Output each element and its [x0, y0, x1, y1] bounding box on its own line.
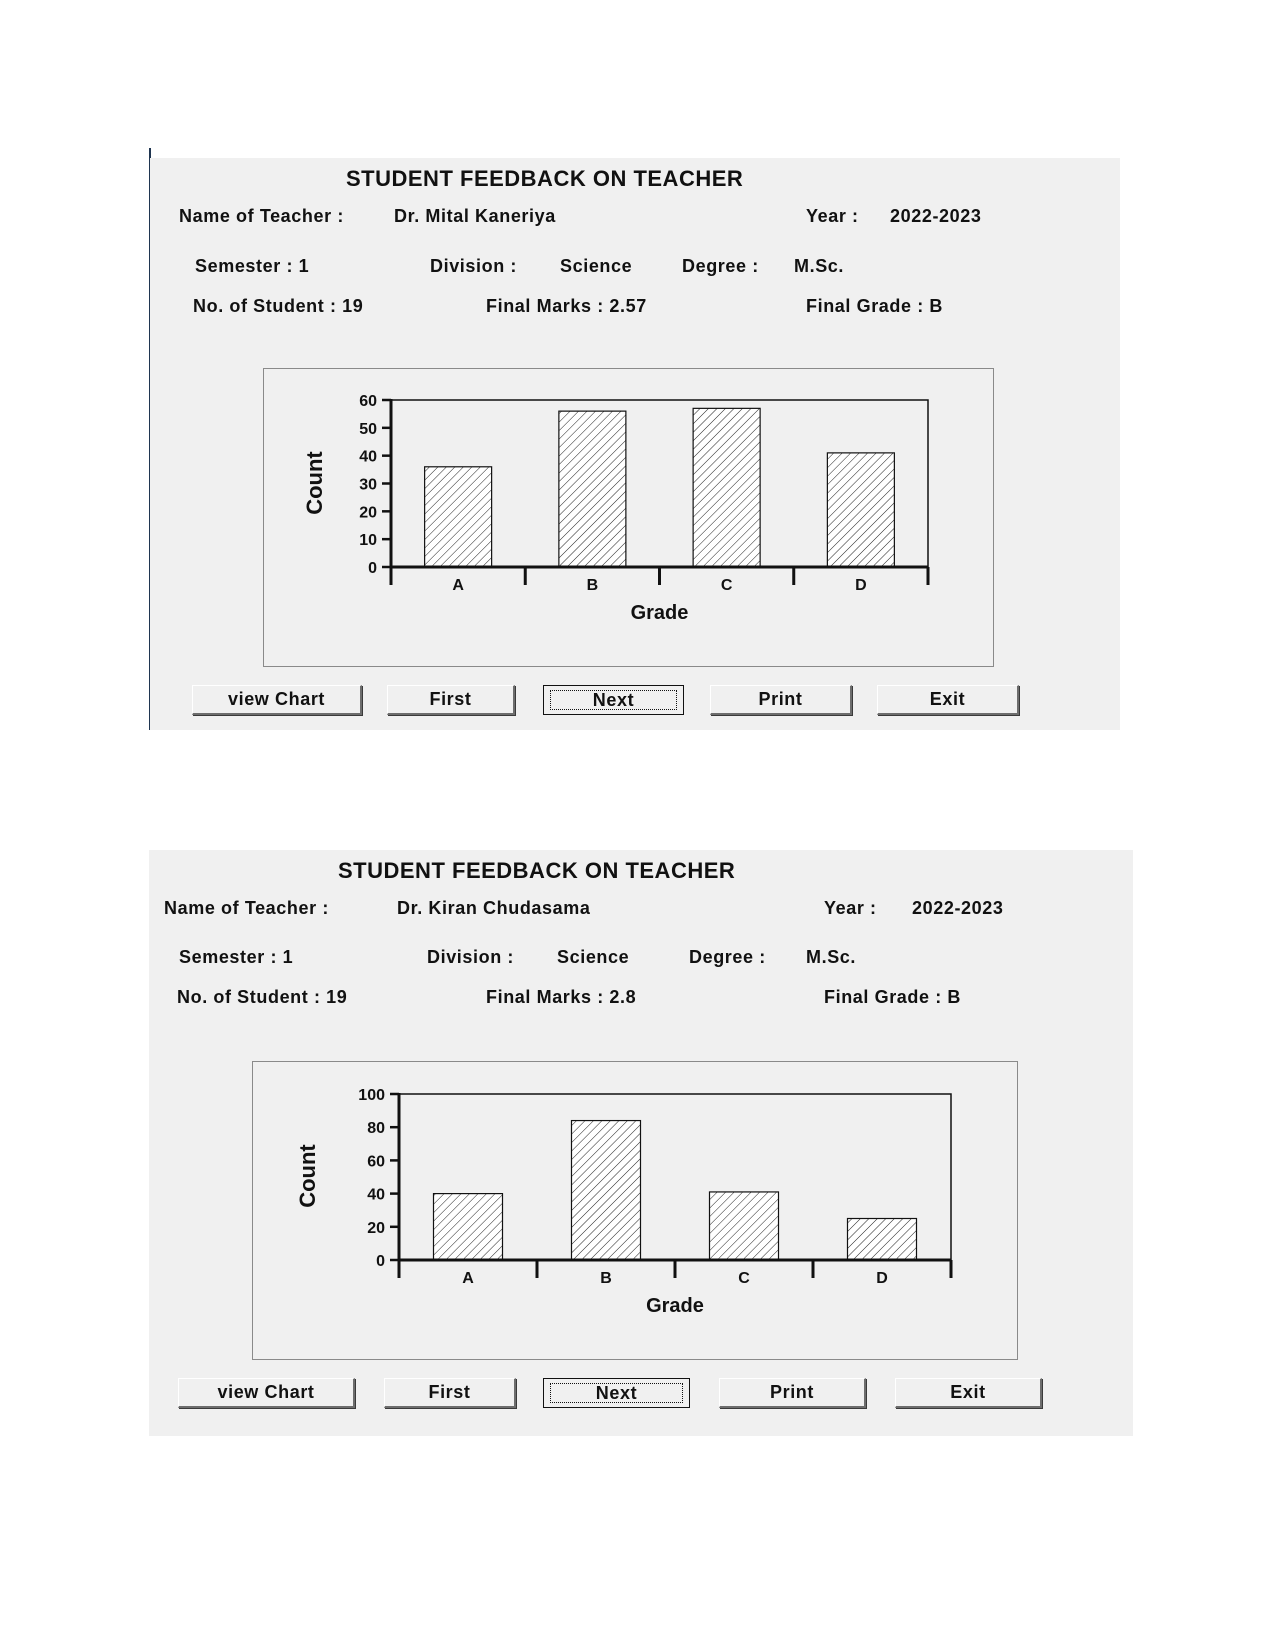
bar-A: [434, 1194, 503, 1260]
x-tick-label: A: [452, 577, 464, 594]
feedback-form-2: [149, 850, 1133, 1436]
division-value: Science: [557, 947, 630, 967]
x-tick-label: C: [738, 1270, 750, 1287]
students-count: No. of Student : 19: [177, 987, 348, 1007]
x-axis-title: Grade: [630, 602, 689, 624]
form-title: STUDENT FEEDBACK ON TEACHER: [338, 858, 736, 883]
y-tick-label: 50: [359, 420, 377, 438]
teacher-label: Name of Teacher :: [164, 898, 329, 918]
year-value: 2022-2023: [890, 206, 982, 226]
next-button-label: Next: [595, 1382, 638, 1403]
y-tick-label: 20: [367, 1219, 385, 1237]
y-tick-label: 10: [359, 532, 377, 550]
x-tick-label: C: [720, 577, 733, 594]
print-button[interactable]: Print: [719, 1378, 866, 1408]
view-chart-button[interactable]: view Chart: [192, 685, 362, 715]
y-tick-label: 40: [359, 448, 377, 466]
degree-value: M.Sc.: [794, 256, 845, 276]
x-tick-label: D: [855, 577, 867, 594]
final-grade: Final Grade : B: [824, 987, 962, 1007]
year-value: 2022-2023: [912, 898, 1004, 918]
feedback-form-1: [150, 158, 1120, 730]
next-button[interactable]: [543, 1378, 690, 1408]
bar-A: [425, 467, 492, 567]
bar-B: [572, 1121, 641, 1260]
y-tick-label: 60: [359, 393, 377, 410]
x-tick-label: D: [876, 1270, 888, 1287]
degree-label: Degree :: [682, 256, 759, 276]
division-value: Science: [560, 256, 633, 276]
degree-value: M.Sc.: [806, 947, 857, 967]
chart-frame: [252, 1061, 1018, 1360]
teacher-name: Dr. Mital Kaneriya: [394, 206, 556, 226]
chart-frame: [263, 368, 994, 667]
y-tick-label: 0: [376, 1253, 385, 1270]
bar-D: [848, 1219, 917, 1261]
year-label: Year :: [806, 206, 859, 226]
grade-count-chart: [264, 369, 993, 666]
exit-button[interactable]: Exit: [877, 685, 1019, 715]
y-tick-label: 0: [368, 560, 377, 577]
y-tick-label: 20: [359, 504, 377, 522]
bar-C: [710, 1192, 779, 1260]
y-tick-label: 100: [358, 1087, 385, 1104]
first-button[interactable]: First: [384, 1378, 516, 1408]
x-tick-label: B: [600, 1270, 612, 1287]
final-marks: Final Marks : 2.8: [486, 987, 637, 1007]
x-axis-title: Grade: [646, 1295, 704, 1317]
teacher-name: Dr. Kiran Chudasama: [397, 898, 591, 918]
y-axis-title: Count: [295, 1144, 320, 1208]
exit-button[interactable]: Exit: [895, 1378, 1042, 1408]
final-grade: Final Grade : B: [806, 296, 944, 316]
students-count: No. of Student : 19: [193, 296, 364, 316]
bar-D: [827, 453, 894, 567]
x-tick-label: B: [586, 577, 599, 594]
degree-label: Degree :: [689, 947, 766, 967]
view-chart-button[interactable]: view Chart: [178, 1378, 355, 1408]
bar-B: [559, 411, 626, 567]
final-marks: Final Marks : 2.57: [486, 296, 647, 316]
next-button[interactable]: [543, 685, 684, 715]
y-axis-title: Count: [302, 451, 327, 515]
y-tick-label: 60: [367, 1153, 385, 1171]
semester-text: Semester : 1: [179, 947, 294, 967]
y-tick-label: 80: [367, 1120, 385, 1138]
form-title: STUDENT FEEDBACK ON TEACHER: [346, 166, 744, 191]
x-tick-label: A: [462, 1270, 474, 1287]
teacher-label: Name of Teacher :: [179, 206, 344, 226]
year-label: Year :: [824, 898, 877, 918]
print-button[interactable]: Print: [710, 685, 852, 715]
grade-count-chart: [253, 1062, 1017, 1359]
division-label: Division :: [430, 256, 518, 276]
semester-text: Semester : 1: [195, 256, 310, 276]
next-button-label: Next: [592, 689, 635, 710]
division-label: Division :: [427, 947, 515, 967]
bar-C: [693, 408, 760, 567]
y-tick-label: 40: [367, 1186, 385, 1204]
first-button[interactable]: First: [387, 685, 515, 715]
y-tick-label: 30: [359, 476, 377, 494]
